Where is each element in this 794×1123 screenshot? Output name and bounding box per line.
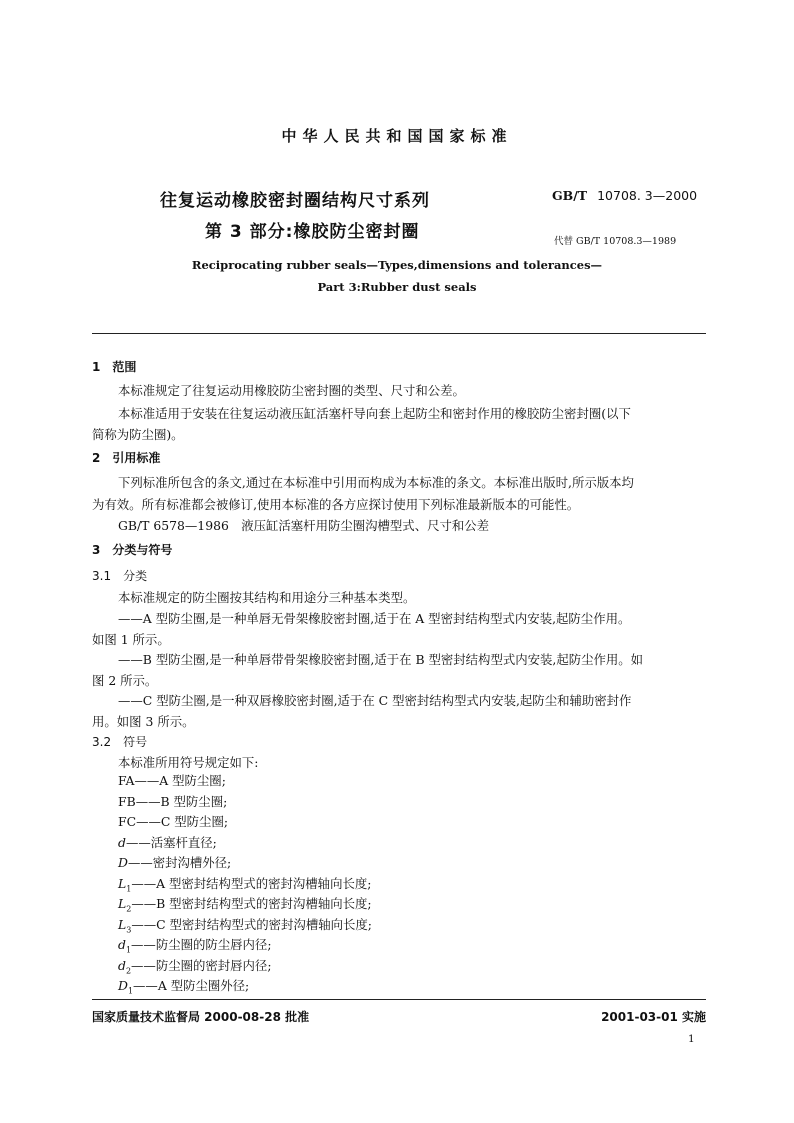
list-item: ——B 型防尘圈,是一种单唇带骨架橡胶密封圈,适于在 B 型密封结构型式内安装,起防尘作用。如 (118, 652, 644, 667)
english-title-line2: Part 3:Rubber dust seals (317, 280, 477, 294)
paragraph: 本标准所用符号规定如下: (118, 755, 259, 770)
paragraph: 本标准适用于安装在往复运动液压缸活塞杆导向套上起防尘和密封作用的橡胶防尘密封圈(以下 (118, 406, 631, 421)
paragraph: 本标准规定了往复运动用橡胶防尘密封圈的类型、尺寸和公差。 (118, 383, 465, 398)
symbol: L (118, 916, 127, 932)
symbol-description: ——A 型防尘圈; (134, 773, 226, 788)
symbol-description: ——C 型密封结构型式的密封沟槽轴向长度; (131, 916, 372, 932)
list-item: ——A 型防尘圈,是一种单唇无骨架橡胶密封圈,适于在 A 型密封结构型式内安装,起防尘作用。 (118, 611, 631, 626)
symbol: FA (118, 773, 135, 788)
normative-reference: GB/T 6578—1986 液压缸活塞杆用防尘圈沟槽型式、尺寸和公差 (118, 518, 490, 533)
symbol: d (118, 834, 126, 850)
symbol-definition (118, 813, 708, 830)
symbol-definition (118, 895, 708, 917)
header-divider (92, 333, 706, 334)
symbol: L (118, 896, 127, 911)
list-item-continuation: 如图 1 所示。 (92, 632, 170, 647)
symbol-description: ——B 型密封结构型式的密封沟槽轴向长度; (131, 896, 372, 911)
document-title-line1: 往复运动橡胶密封圈结构尺寸系列 (160, 191, 430, 211)
section-1-heading: 1 范围 (92, 360, 137, 374)
symbol: L (118, 875, 127, 891)
standard-code: 10708. 3—2000 (597, 188, 698, 203)
symbol: D (118, 855, 128, 870)
list-item-continuation: 用。如图 3 所示。 (92, 714, 195, 729)
symbol: d (118, 937, 126, 952)
footer-divider (92, 999, 706, 1000)
symbol-definition (118, 875, 708, 897)
symbol: D (118, 978, 128, 993)
symbol-definition (118, 793, 708, 810)
section-3-heading: 3 分类与符号 (92, 543, 173, 557)
symbol-subscript: 1 (125, 945, 132, 955)
section-2-heading: 2 引用标准 (92, 451, 161, 465)
list-item-continuation: 图 2 所示。 (92, 673, 158, 688)
symbol-subscript: 1 (126, 883, 132, 893)
symbol-definition (118, 916, 708, 938)
approval-note: 国家质量技术监督局 2000-08-28 批准 (92, 1010, 310, 1024)
replaces-standard: 代替 GB/T 10708.3—1989 (554, 236, 677, 247)
symbol-subscript: 2 (125, 965, 132, 975)
subsection-3-2-heading: 3.2 符号 (92, 735, 148, 749)
national-standard-heading: 中华人民共和国国家标准 (281, 127, 513, 145)
paragraph-continuation: 简称为防尘圈)。 (92, 427, 184, 442)
symbol-description: ——防尘圈的密封唇内径; (131, 957, 272, 973)
symbol-definition (118, 834, 708, 851)
symbol-definition (118, 854, 708, 871)
paragraph: 本标准规定的防尘圈按其结构和用途分三种基本类型。 (118, 590, 416, 605)
paragraph: 下列标准所包含的条文,通过在本标准中引用而构成为本标准的条文。本标准出版时,所示版本均 (118, 475, 634, 490)
symbol: FC (118, 814, 137, 829)
symbol-description: ——C 型防尘圈; (136, 814, 229, 829)
symbol-subscript: 1 (127, 986, 134, 996)
subsection-3-1-heading: 3.1 分类 (92, 569, 148, 583)
symbol-definition (118, 772, 708, 789)
document-title-line2: 第 3 部分:橡胶防尘密封圈 (205, 222, 420, 242)
symbol-subscript: 3 (126, 924, 132, 934)
standard-number (552, 188, 697, 203)
page-number: 1 (688, 1033, 695, 1045)
symbol-subscript: 2 (126, 904, 132, 914)
symbol-description: ——密封沟槽外径; (127, 855, 232, 870)
symbol-description: ——活塞杆直径; (125, 834, 217, 850)
symbol: d (118, 957, 126, 973)
symbol-description: ——A 型防尘圈外径; (133, 978, 250, 993)
effective-date: 2001-03-01 实施 (601, 1010, 706, 1024)
symbol-description: ——A 型密封结构型式的密封沟槽轴向长度; (131, 875, 372, 891)
symbol: FB (118, 793, 136, 809)
symbol-definition (118, 957, 708, 979)
symbol-description: ——B 型防尘圈; (135, 793, 228, 809)
symbol-definition (118, 977, 708, 999)
symbol-description: ——防尘圈的防尘唇内径; (131, 937, 272, 952)
paragraph-continuation: 为有效。所有标准都会被修订,使用本标准的各方应探讨使用下列标准最新版本的可能性。 (92, 497, 580, 512)
standard-prefix: GB/T (552, 188, 588, 203)
symbol-definition (118, 936, 708, 958)
list-item: ——C 型防尘圈,是一种双唇橡胶密封圈,适于在 C 型密封结构型式内安装,起防尘和辅助密封作 (118, 693, 632, 708)
english-title-line1: Reciprocating rubber seals—Types,dimensions and tolerances— (191, 258, 603, 272)
